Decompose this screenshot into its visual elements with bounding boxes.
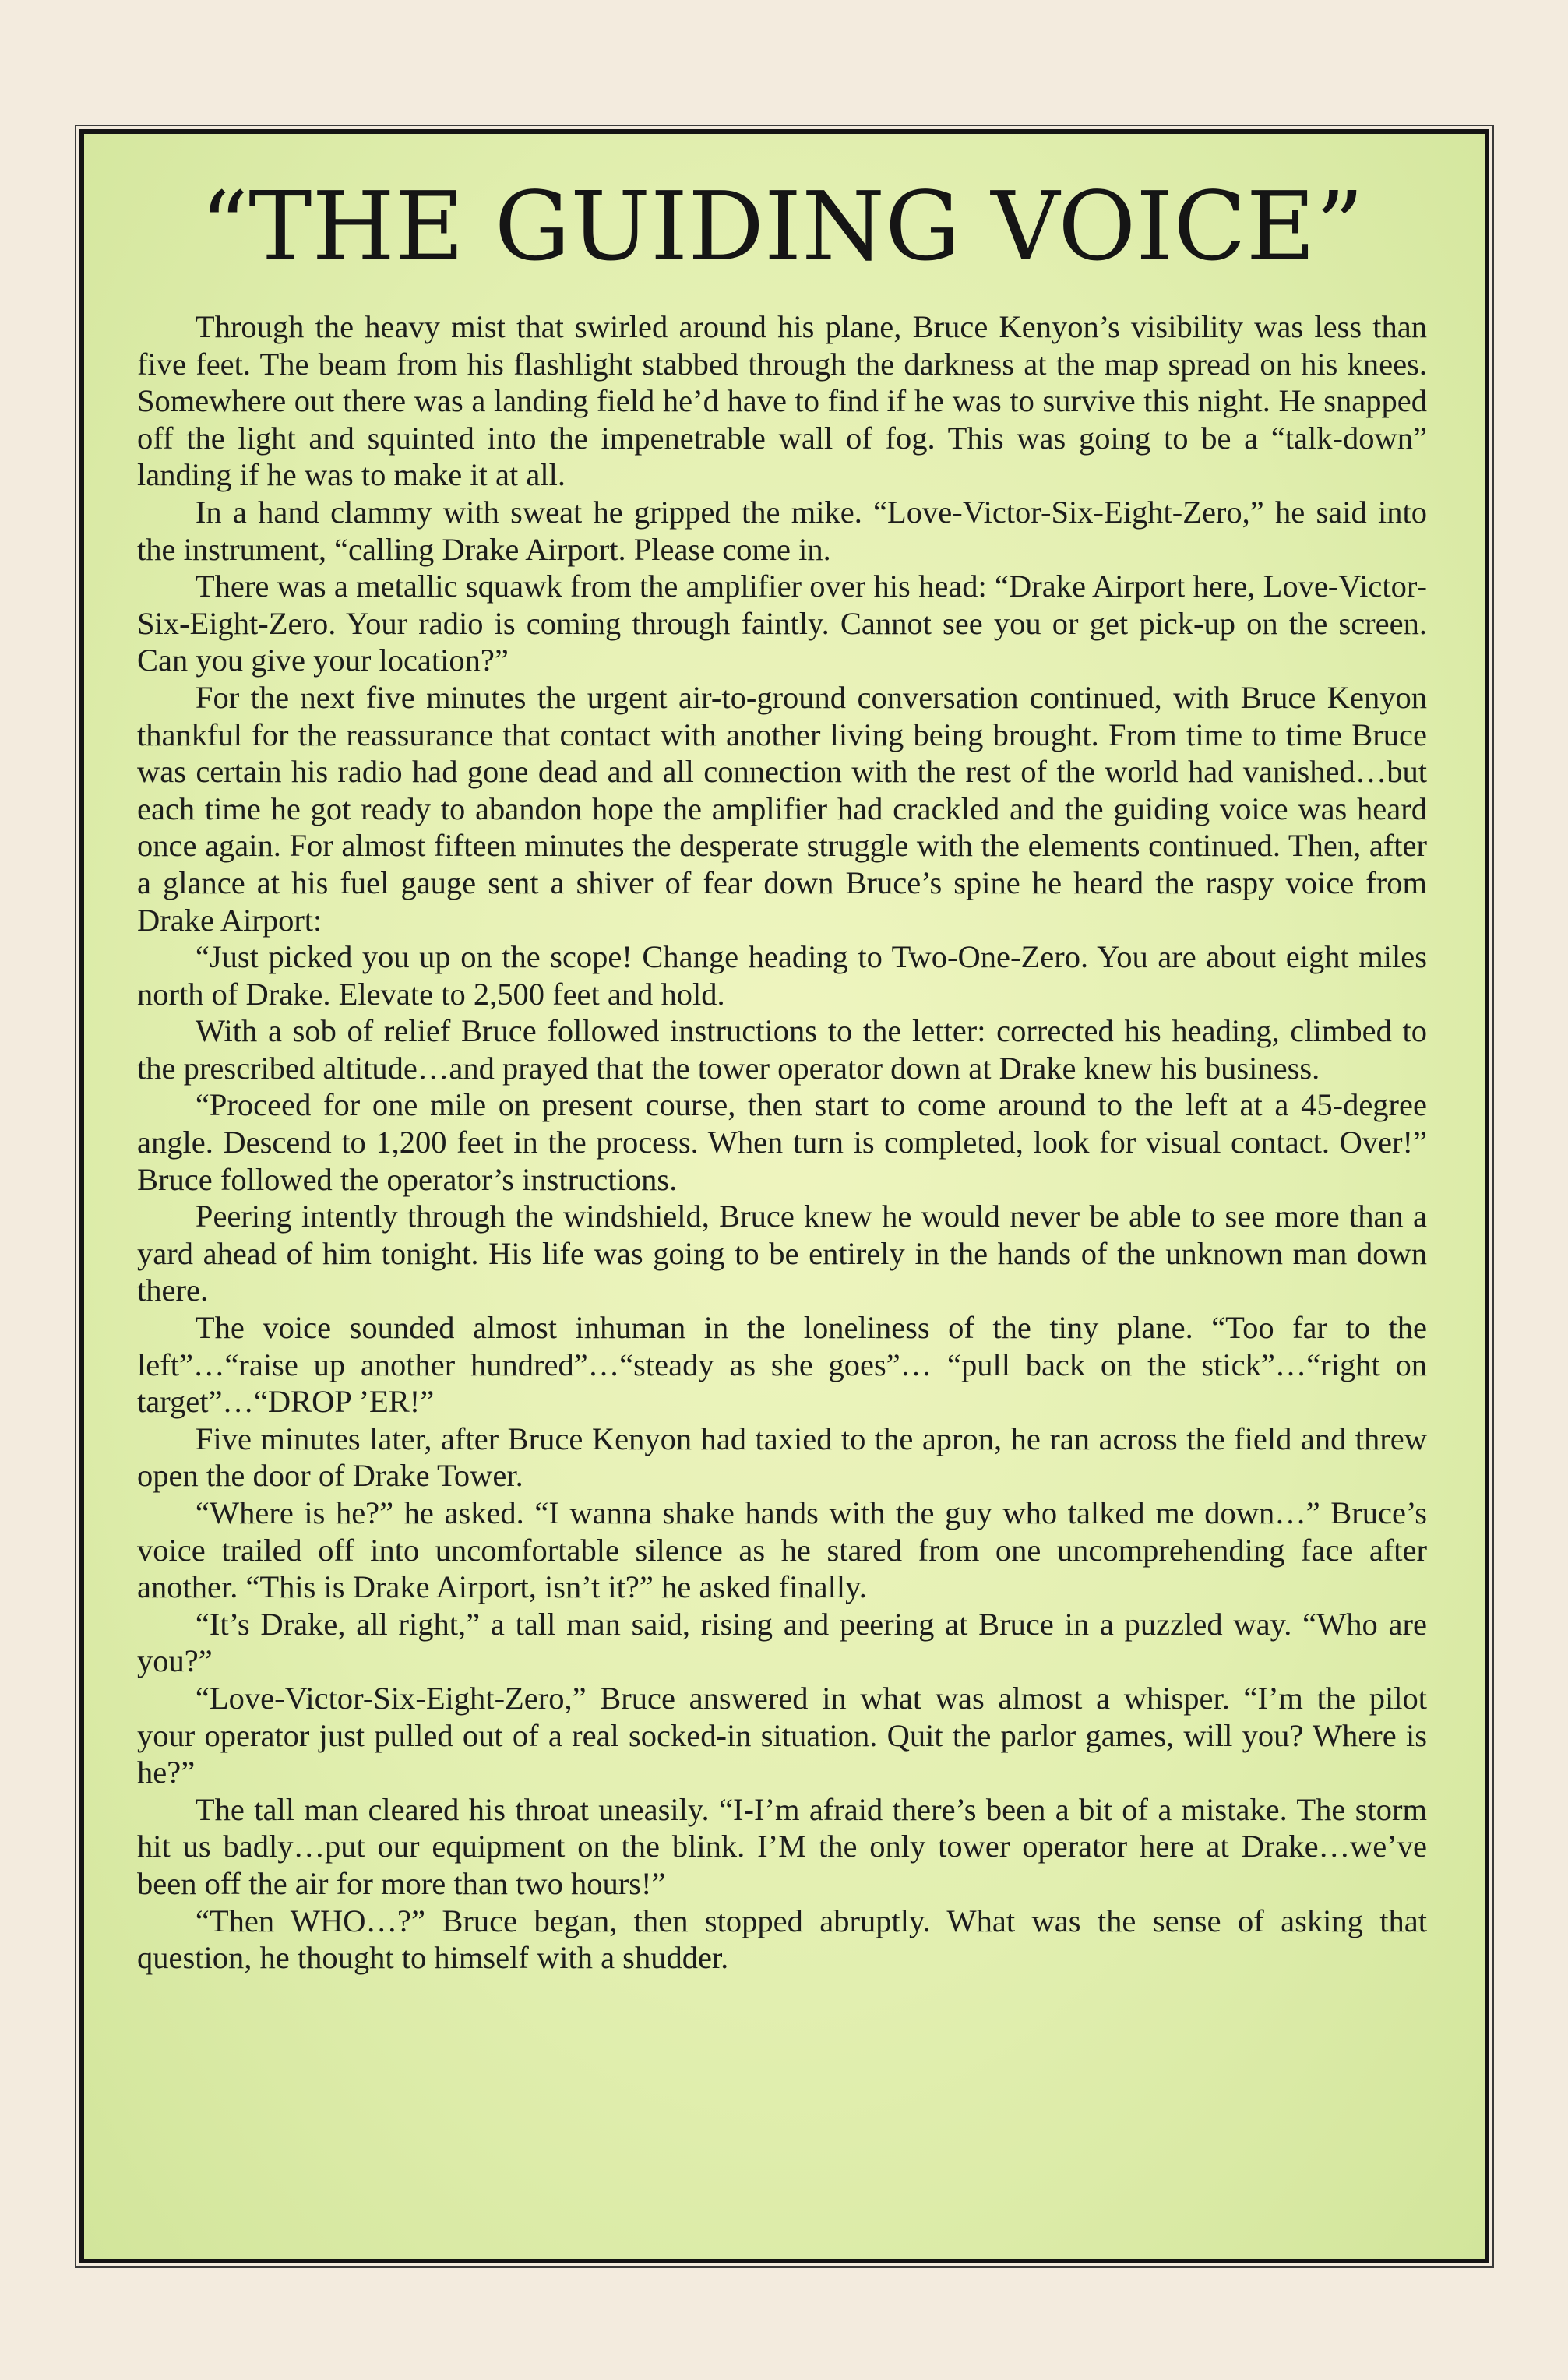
story-paragraph: In a hand clammy with sweat he gripped the mike. “Love-Victor-Six-Eight-Zero,” he said into the instrument, “calling Drake Airport. Please come in. (137, 494, 1427, 567)
story-paragraph: “Where is he?” he asked. “I wanna shake hands with the guy who talked me down…” Bruce’s voice trailed off into uncomfortable silence as he stared from one uncomprehending face after another. “This is Drake Airport, isn’t it?” he asked finally. (137, 1495, 1427, 1605)
story-paragraph: Through the heavy mist that swirled around his plane, Bruce Kenyon’s visibility was less than five feet. The beam from his flashlight stabbed through the darkness at the map spread on his knees. Somewhere out there was a landing field he’d have to find if he was to survive this night. He snapped off the light and squinted into the impenetrable wall of fog. This was going to be a “talk-down” landing if he was to make it at all. (137, 309, 1427, 493)
story-paragraph: Five minutes later, after Bruce Kenyon had taxied to the apron, he ran across the field and threw open the door of Drake Tower. (137, 1421, 1427, 1494)
story-paragraph: “Then WHO…?” Bruce began, then stopped abruptly. What was the sense of asking that question, he thought to himself with a shudder. (137, 1903, 1427, 1976)
story-paragraph: “Love-Victor-Six-Eight-Zero,” Bruce answered in what was almost a whisper. “I’m the pilot your operator just pulled out of a real socked-in situation. Quit the parlor games, will you? Where is he?” (137, 1680, 1427, 1790)
story-paragraph: The voice sounded almost inhuman in the loneliness of the tiny plane. “Too far to the left”…“raise up another hundred”…“steady as she goes”… “pull back on the stick”…“right on target”…“DROP ’ER!” (137, 1310, 1427, 1420)
story-paragraph: With a sob of relief Bruce followed instructions to the letter: corrected his heading, climbed to the prescribed altitude…and prayed that the tower operator down at Drake knew his business. (137, 1013, 1427, 1086)
story-paragraph: The tall man cleared his throat uneasily. “I-I’m afraid there’s been a bit of a mistake. The storm hit us badly…put our equipment on the blink. I’M the only tower operator here at Drake…we’ve been off the air for more than two hours!” (137, 1791, 1427, 1901)
story-title: “THE GUIDING VOICE” (199, 171, 1365, 282)
story-body (137, 308, 1427, 1977)
story-paragraph: Peering intently through the windshield, Bruce knew he would never be able to see more than a yard ahead of him tonight. His life was going to be entirely in the hands of the unknown man down there. (137, 1199, 1427, 1308)
story-paragraph: For the next five minutes the urgent air-to-ground conversation continued, with Bruce Kenyon thankful for the reassurance that contact with another living being brought. From time to time Bruce was certain his radio had gone dead and all connection with the rest of the world had vanished…but each time he got ready to abandon hope the amplifier had crackled and the guiding voice was heard once again. For almost fifteen minutes the desperate struggle with the elements continued. Then, after a glance at his fuel gauge sent a shiver of fear down Bruce’s spine he heard the raspy voice from Drake Airport: (137, 679, 1427, 938)
story-panel (79, 129, 1489, 2263)
story-paragraph: “It’s Drake, all right,” a tall man said, rising and peering at Bruce in a puzzled way. “Who are you?” (137, 1606, 1427, 1679)
story-paragraph: “Just picked you up on the scope! Change heading to Two-One-Zero. You are about eight miles north of Drake. Elevate to 2,500 feet and hold. (137, 939, 1427, 1012)
story-paragraph: There was a metallic squawk from the amplifier over his head: “Drake Airport here, Love-Victor-Six-Eight-Zero. Your radio is coming through faintly. Cannot see you or get pick-up on the screen. Can you give your location?” (137, 569, 1427, 678)
story-paragraph: “Proceed for one mile on present course, then start to come around to the left at a 45-degree angle. Descend to 1,200 feet in the process. When turn is completed, look for visual contact. Over!” Bruce followed the operator’s instructions. (137, 1087, 1427, 1197)
